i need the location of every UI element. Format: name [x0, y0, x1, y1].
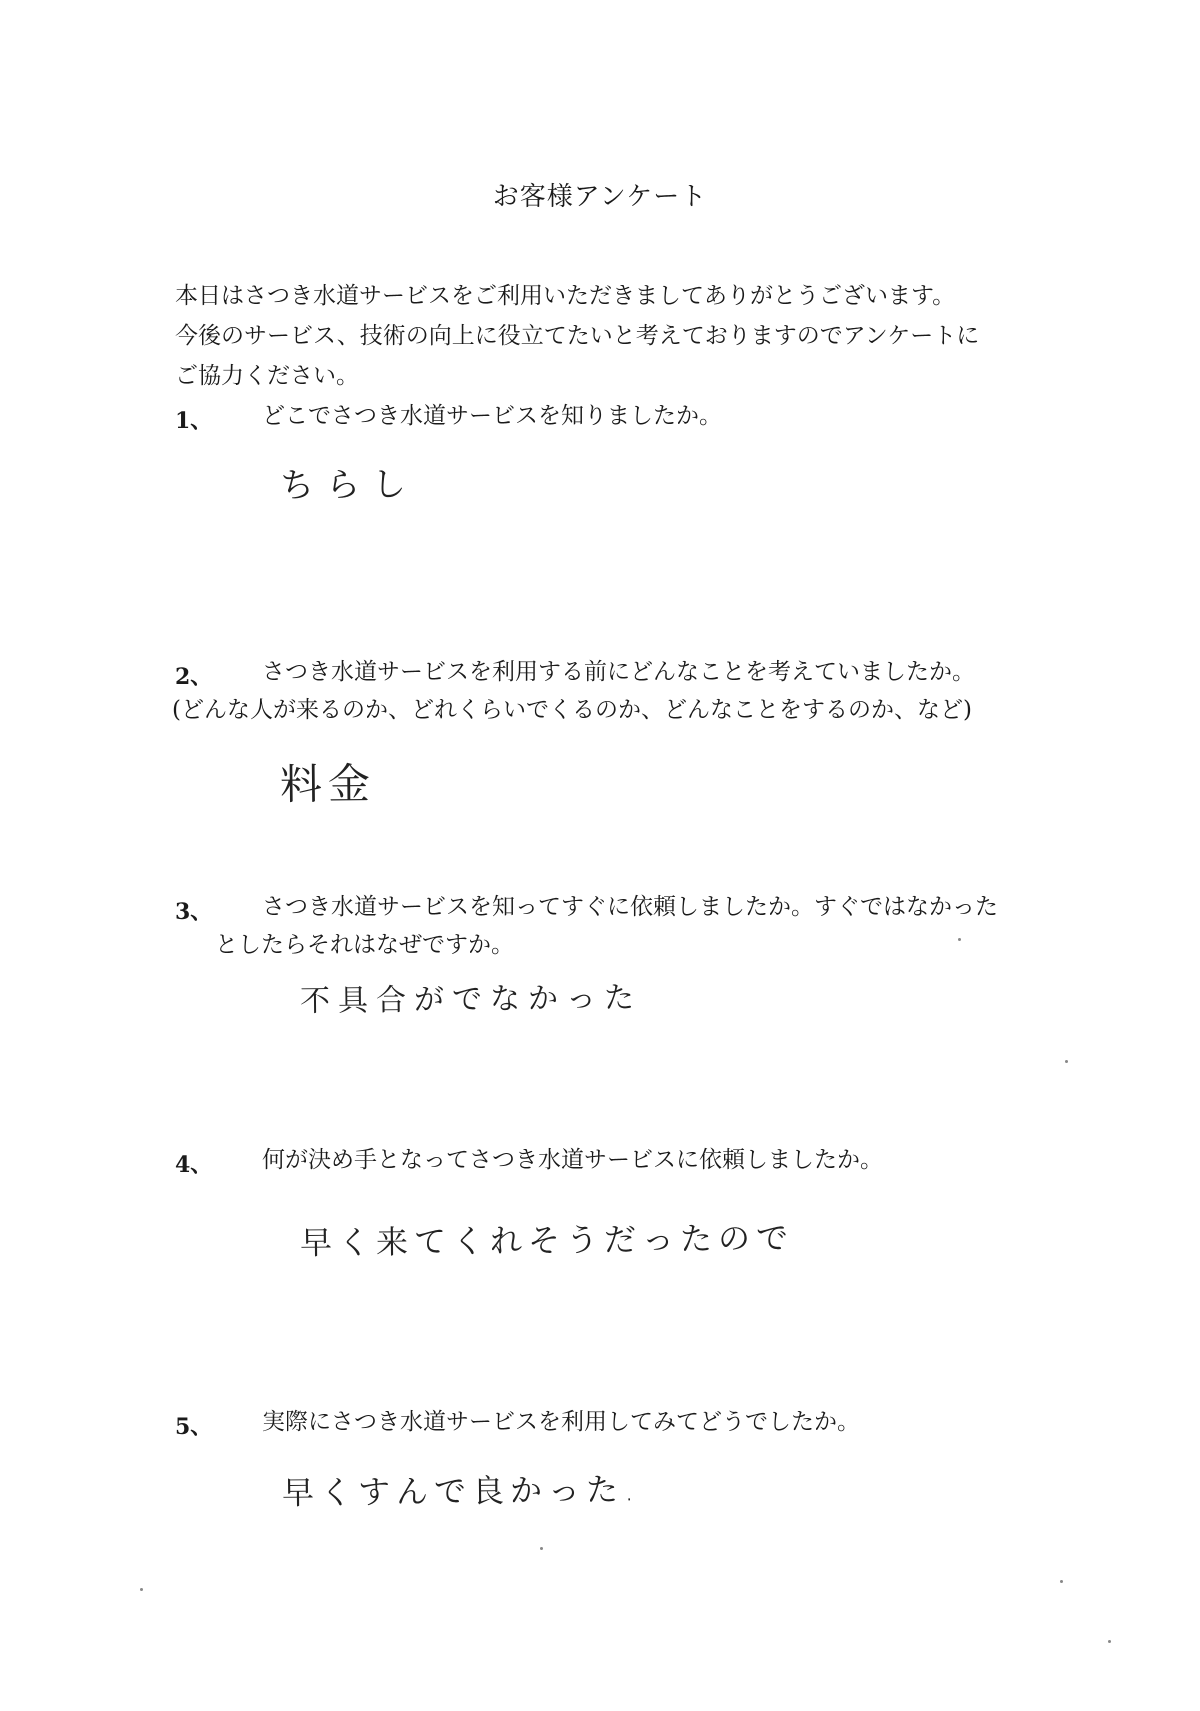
- scan-speck: [1108, 1640, 1111, 1643]
- question-number: 3、: [175, 899, 213, 925]
- scan-speck: [958, 938, 961, 941]
- question-text: どこでさつき水道サービスを知りましたか。: [262, 403, 722, 429]
- question-text: 何が決め手となってさつき水道サービスに依頼しましたか。: [262, 1147, 883, 1173]
- scan-speck: [140, 1588, 143, 1591]
- question-number: 2、: [175, 664, 213, 690]
- intro-paragraph: [175, 276, 1075, 396]
- intro-line: 本日はさつき水道サービスをご利用いただきましてありがとうございます。: [175, 283, 956, 309]
- page-title: お客様アンケート: [492, 182, 708, 212]
- question-number: 1、: [175, 408, 213, 434]
- handwritten-answer: ちらし: [279, 464, 419, 506]
- question-number: 5、: [175, 1414, 213, 1440]
- scan-speck: [540, 1547, 543, 1550]
- handwritten-answer: 早く来てくれそうだったので: [299, 1218, 795, 1262]
- scan-speck: [1060, 1580, 1063, 1583]
- question-subtext: としたらそれはなぜですか。: [215, 932, 514, 958]
- handwritten-answer: 早くすんで良かった.: [281, 1470, 641, 1512]
- question-subtext: (どんな人が来るのか、どれくらいでくるのか、どんなことをするのか、など): [172, 697, 972, 723]
- handwritten-answer: 不具合がでなかった: [299, 980, 643, 1019]
- question-text: 実際にさつき水道サービスを利用してみてどうでしたか。: [262, 1409, 860, 1435]
- scan-speck: [1065, 1060, 1068, 1063]
- question-text: さつき水道サービスを知ってすぐに依頼しましたか。すぐではなかった: [262, 894, 998, 920]
- question-number: 4、: [175, 1152, 213, 1178]
- intro-line: ご協力ください。: [175, 363, 359, 389]
- question-text: さつき水道サービスを利用する前にどんなことを考えていましたか。: [262, 659, 975, 685]
- handwritten-answer: 料金: [279, 758, 377, 809]
- intro-line: 今後のサービス、技術の向上に役立てたいと考えておりますのでアンケートに: [175, 323, 980, 349]
